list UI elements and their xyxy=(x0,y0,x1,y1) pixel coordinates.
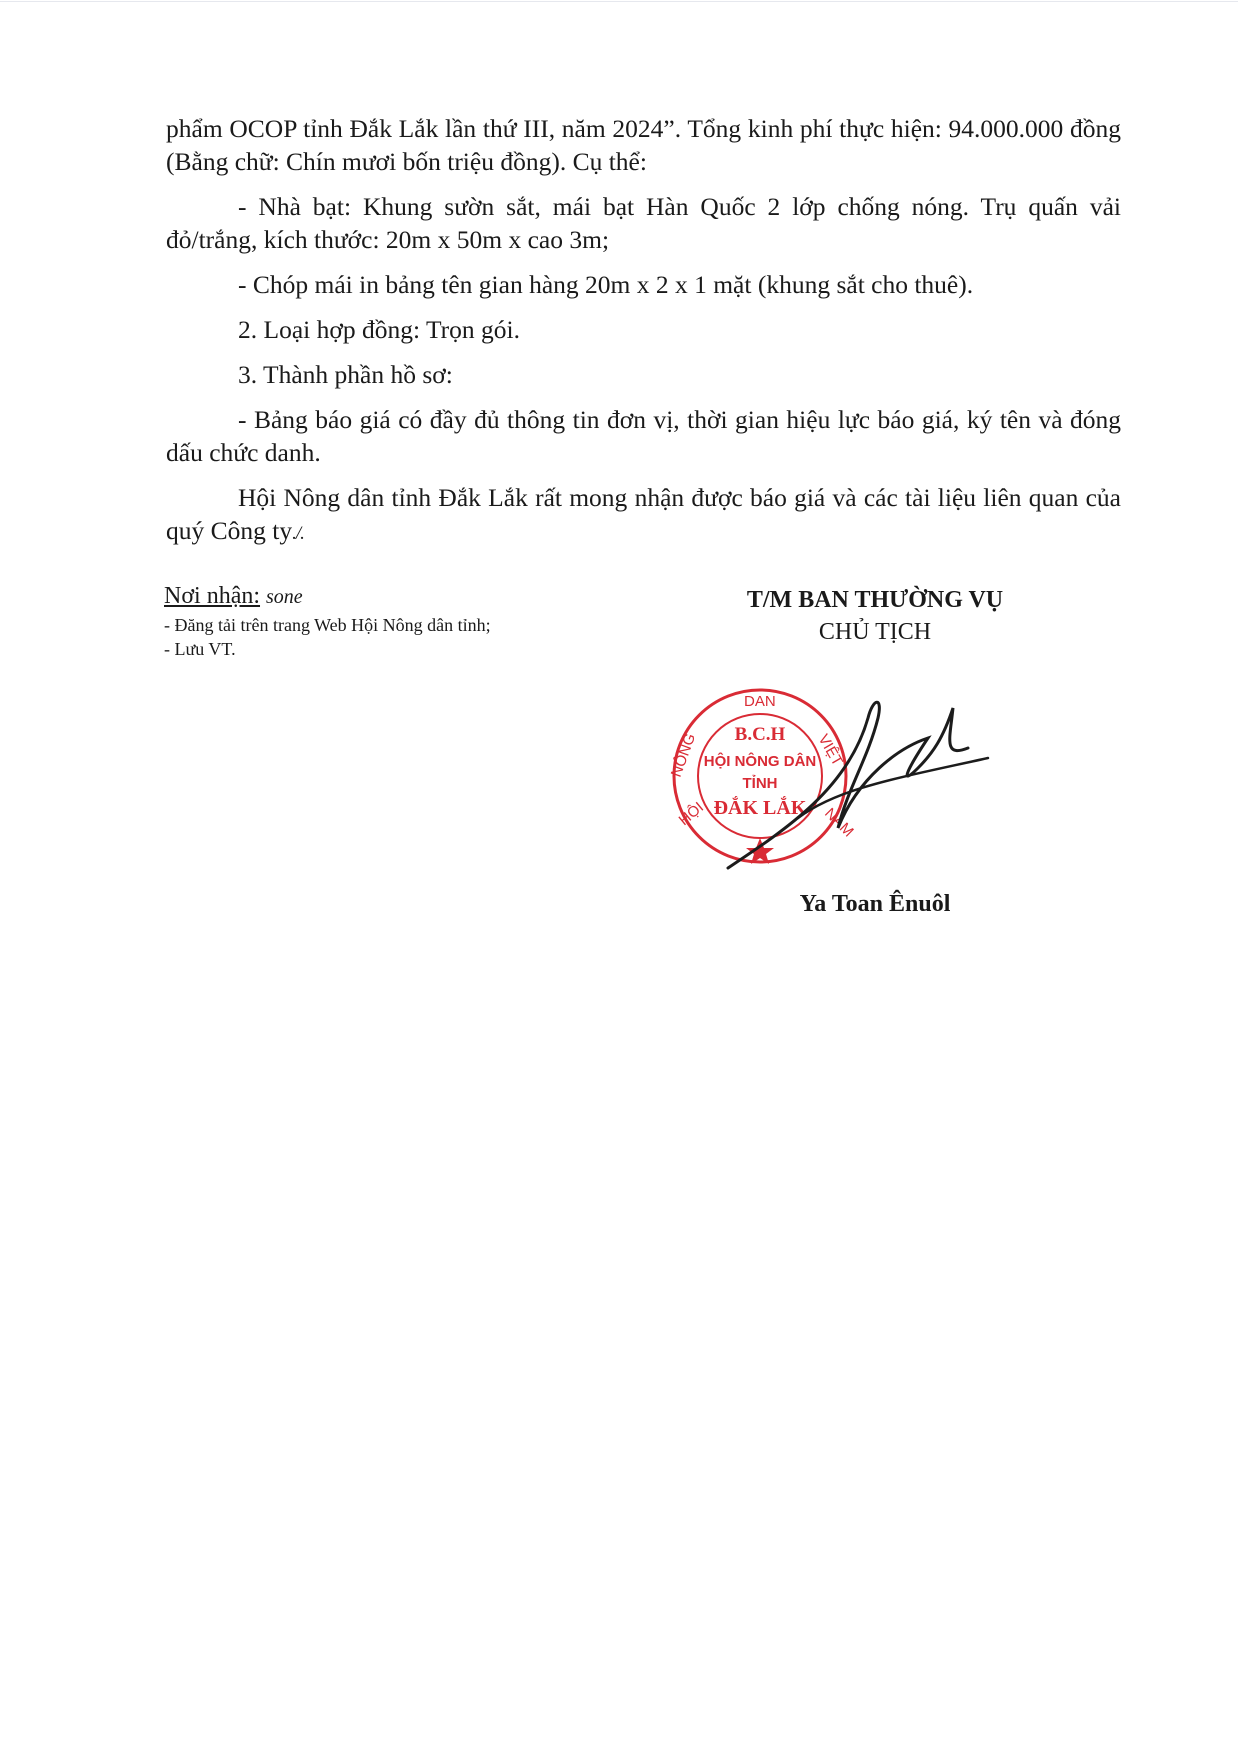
recipient-item: - Lưu VT. xyxy=(164,639,236,659)
seal-ring-text: DAN xyxy=(744,693,776,710)
signature-title-line1: T/M BAN THƯỜNG VỤ xyxy=(746,587,1004,613)
body-paragraph: phẩm OCOP tỉnh Đắk Lắk lần thứ III, năm 2024”. Tổng kinh phí thực hiện: 94.000.000 đồng (Bằng chữ: Chín mươi bốn triệu đồng). Cụ thể: xyxy=(166,114,1121,176)
seal-and-signature xyxy=(668,678,1028,898)
seal-ring-text: HỘI xyxy=(675,798,708,830)
seal-ring-text: VIỆT xyxy=(814,731,846,769)
recipients-list xyxy=(164,613,491,661)
seal-ring-text: NÔNG xyxy=(668,731,700,780)
body-paragraph: - Nhà bạt: Khung sườn sắt, mái bạt Hàn Quốc 2 lớp chống nóng. Trụ quấn vải đỏ/trắng, kích thước: 20m x 50m x cao 3m; xyxy=(166,192,1121,254)
scan-edge-line xyxy=(0,1,1238,2)
signature-underline-icon xyxy=(798,758,988,818)
recipients-block xyxy=(164,584,491,661)
signature-title-line2: CHỦ TỊCH xyxy=(818,619,932,645)
body-paragraph: 2. Loại hợp đồng: Trọn gói. xyxy=(238,315,520,344)
document-body xyxy=(166,112,1121,562)
body-paragraph: - Bảng báo giá có đầy đủ thông tin đơn vị, thời gian hiệu lực báo giá, ký tên và đóng dấu chức danh. xyxy=(166,405,1121,467)
seal-line: HỘI NÔNG DÂN xyxy=(703,753,817,770)
recipient-item: - Đăng tải trên trang Web Hội Nông dân tỉnh; xyxy=(164,615,491,635)
recipients-heading: Nơi nhận: xyxy=(164,583,261,609)
closing-text: Hội Nông dân tỉnh Đắk Lắk rất mong nhận được báo giá và các tài liệu liên quan của quý Công ty xyxy=(166,483,1121,545)
official-seal-icon xyxy=(668,678,1028,898)
body-paragraph: 3. Thành phần hồ sơ: xyxy=(238,360,453,389)
seal-line: ĐẮK LẮK xyxy=(713,797,807,819)
closing-paragraph xyxy=(166,481,1121,550)
body-paragraph: - Chóp mái in bảng tên gian hàng 20m x 2 x 1 mặt (khung sắt cho thuê). xyxy=(238,270,974,299)
signature-title-block xyxy=(690,584,1060,648)
seal-line: B.C.H xyxy=(734,724,786,745)
ending-mark: ./. xyxy=(292,523,304,544)
handwritten-initials: sone xyxy=(266,586,303,608)
seal-line: TỈNH xyxy=(742,775,778,792)
signer-name: Ya Toan Ênuôl xyxy=(799,891,951,917)
seal-ring-text: NAM xyxy=(821,804,857,841)
